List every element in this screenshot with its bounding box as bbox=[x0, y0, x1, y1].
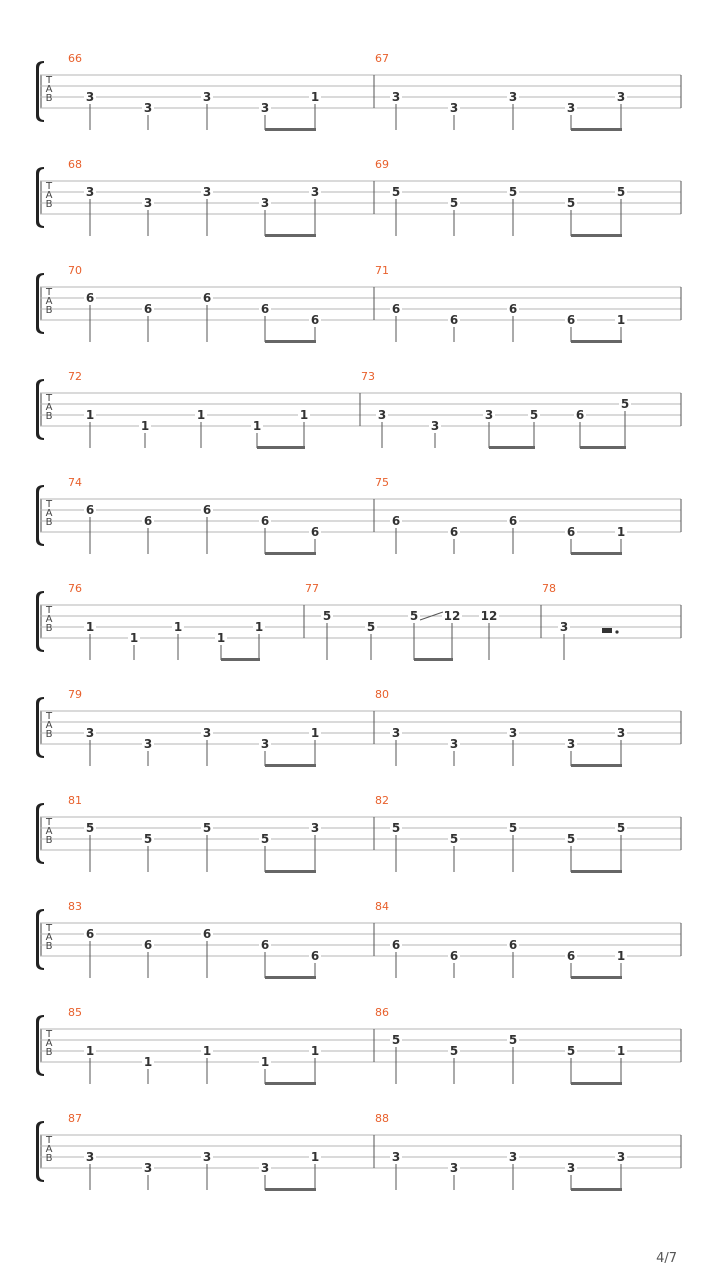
fret-number: 5 bbox=[391, 185, 401, 199]
system-bracket bbox=[36, 61, 44, 122]
fret-number: 6 bbox=[85, 291, 95, 305]
fret-number: 1 bbox=[85, 620, 95, 634]
fret-number: 6 bbox=[143, 514, 153, 528]
system-bracket bbox=[36, 803, 44, 864]
fret-number: 1 bbox=[310, 1044, 320, 1058]
tab-clef-letter: B bbox=[45, 305, 53, 316]
measure-number: 71 bbox=[375, 264, 389, 277]
system-bracket bbox=[36, 1121, 44, 1182]
fret-number: 6 bbox=[310, 525, 320, 539]
fret-number: 1 bbox=[140, 419, 150, 433]
fret-number: 6 bbox=[202, 291, 212, 305]
fret-number: 6 bbox=[202, 927, 212, 941]
fret-number: 3 bbox=[85, 726, 95, 740]
fret-number: 3 bbox=[616, 1150, 626, 1164]
tab-clef-letter: B bbox=[45, 199, 53, 210]
beam bbox=[265, 234, 316, 237]
fret-number: 5 bbox=[566, 832, 576, 846]
tab-clef-letter: B bbox=[45, 411, 53, 422]
tab-clef-letter: T bbox=[45, 287, 53, 298]
beam bbox=[265, 870, 316, 873]
tab-clef-letter: B bbox=[45, 93, 53, 104]
system-bracket bbox=[36, 485, 44, 546]
measure-number: 66 bbox=[68, 52, 82, 65]
tab-clef-letter: A bbox=[45, 614, 53, 625]
fret-number: 5 bbox=[616, 185, 626, 199]
fret-number: 1 bbox=[85, 1044, 95, 1058]
system-bracket bbox=[36, 909, 44, 970]
fret-number: 5 bbox=[322, 609, 332, 623]
beam bbox=[265, 764, 316, 767]
fret-number: 6 bbox=[143, 938, 153, 952]
beam bbox=[265, 1188, 316, 1191]
beam bbox=[265, 1082, 316, 1085]
fret-number: 1 bbox=[254, 620, 264, 634]
fret-number: 3 bbox=[508, 90, 518, 104]
fret-number: 3 bbox=[202, 185, 212, 199]
fret-number: 5 bbox=[391, 1033, 401, 1047]
beam bbox=[571, 976, 622, 979]
measure-number: 80 bbox=[375, 688, 389, 701]
fret-number: 3 bbox=[260, 101, 270, 115]
beam bbox=[571, 1082, 622, 1085]
fret-number: 1 bbox=[252, 419, 262, 433]
fret-number: 1 bbox=[260, 1055, 270, 1069]
fret-number: 1 bbox=[310, 726, 320, 740]
tab-clef-letter: B bbox=[45, 835, 53, 846]
measure-number: 84 bbox=[375, 900, 389, 913]
measure-number: 74 bbox=[68, 476, 82, 489]
fret-number: 5 bbox=[508, 821, 518, 835]
fret-number: 5 bbox=[85, 821, 95, 835]
beam bbox=[265, 552, 316, 555]
tab-clef-letter: A bbox=[45, 720, 53, 731]
fret-number: 3 bbox=[391, 90, 401, 104]
fret-number: 6 bbox=[566, 949, 576, 963]
tab-clef-letter: B bbox=[45, 941, 53, 952]
fret-number: 5 bbox=[143, 832, 153, 846]
tab-clef-letter: T bbox=[45, 923, 53, 934]
fret-number: 3 bbox=[202, 90, 212, 104]
beam bbox=[571, 870, 622, 873]
fret-number: 5 bbox=[449, 832, 459, 846]
fret-number: 3 bbox=[566, 737, 576, 751]
tab-clef-letter: B bbox=[45, 1153, 53, 1164]
beam bbox=[571, 1188, 622, 1191]
fret-number: 3 bbox=[260, 1161, 270, 1175]
measure-number: 78 bbox=[542, 582, 556, 595]
fret-number: 3 bbox=[85, 185, 95, 199]
beam bbox=[571, 234, 622, 237]
tab-clef-letter: B bbox=[45, 517, 53, 528]
measure-number: 82 bbox=[375, 794, 389, 807]
fret-number: 6 bbox=[260, 302, 270, 316]
fret-number: 3 bbox=[391, 1150, 401, 1164]
fret-number: 3 bbox=[484, 408, 494, 422]
fret-number: 1 bbox=[216, 631, 226, 645]
fret-number: 3 bbox=[616, 90, 626, 104]
fret-number: 3 bbox=[377, 408, 387, 422]
tab-clef-letter: A bbox=[45, 1144, 53, 1155]
fret-number: 3 bbox=[202, 1150, 212, 1164]
fret-number: 12 bbox=[443, 609, 461, 623]
fret-number: 3 bbox=[143, 737, 153, 751]
fret-number: 5 bbox=[616, 821, 626, 835]
measure-number: 79 bbox=[68, 688, 82, 701]
beam bbox=[489, 446, 535, 449]
tab-clef-letter: A bbox=[45, 508, 53, 519]
tab-clef-letter: A bbox=[45, 190, 53, 201]
tab-clef-letter: A bbox=[45, 296, 53, 307]
measure-number: 87 bbox=[68, 1112, 82, 1125]
tab-clef-letter: A bbox=[45, 826, 53, 837]
fret-number: 5 bbox=[366, 620, 376, 634]
rest-dot bbox=[615, 630, 618, 633]
tab-clef-letter: A bbox=[45, 1038, 53, 1049]
measure-number: 69 bbox=[375, 158, 389, 171]
fret-number: 5 bbox=[409, 609, 419, 623]
tab-clef-letter: T bbox=[45, 605, 53, 616]
system-bracket bbox=[36, 697, 44, 758]
fret-number: 6 bbox=[310, 313, 320, 327]
tab-clef-letter: A bbox=[45, 932, 53, 943]
tab-clef-letter: T bbox=[45, 817, 53, 828]
fret-number: 6 bbox=[391, 514, 401, 528]
measure-number: 67 bbox=[375, 52, 389, 65]
fret-number: 3 bbox=[202, 726, 212, 740]
fret-number: 6 bbox=[566, 525, 576, 539]
fret-number: 3 bbox=[143, 196, 153, 210]
beam bbox=[414, 658, 453, 661]
fret-number: 6 bbox=[449, 313, 459, 327]
fret-number: 6 bbox=[310, 949, 320, 963]
fret-number: 6 bbox=[85, 927, 95, 941]
measure-number: 77 bbox=[305, 582, 319, 595]
fret-number: 5 bbox=[449, 196, 459, 210]
fret-number: 3 bbox=[260, 737, 270, 751]
tab-clef-letter: B bbox=[45, 729, 53, 740]
fret-number: 6 bbox=[391, 938, 401, 952]
measure-number: 68 bbox=[68, 158, 82, 171]
fret-number: 3 bbox=[430, 419, 440, 433]
fret-number: 5 bbox=[566, 196, 576, 210]
beam bbox=[580, 446, 626, 449]
fret-number: 5 bbox=[529, 408, 539, 422]
measure-number: 70 bbox=[68, 264, 82, 277]
fret-number: 1 bbox=[616, 1044, 626, 1058]
tab-clef-letter: T bbox=[45, 711, 53, 722]
measure-number: 75 bbox=[375, 476, 389, 489]
fret-number: 3 bbox=[616, 726, 626, 740]
fret-number: 3 bbox=[310, 821, 320, 835]
fret-number: 6 bbox=[449, 525, 459, 539]
beam bbox=[257, 446, 305, 449]
fret-number: 1 bbox=[129, 631, 139, 645]
measure-number: 81 bbox=[68, 794, 82, 807]
fret-number: 1 bbox=[173, 620, 183, 634]
tab-clef-letter: T bbox=[45, 393, 53, 404]
fret-number: 5 bbox=[508, 185, 518, 199]
fret-number: 1 bbox=[85, 408, 95, 422]
fret-number: 6 bbox=[260, 514, 270, 528]
fret-number: 1 bbox=[616, 525, 626, 539]
beam bbox=[265, 340, 316, 343]
fret-number: 5 bbox=[449, 1044, 459, 1058]
fret-number: 3 bbox=[566, 1161, 576, 1175]
fret-number: 5 bbox=[508, 1033, 518, 1047]
fret-number: 3 bbox=[508, 1150, 518, 1164]
system-bracket bbox=[36, 273, 44, 334]
beam bbox=[571, 128, 622, 131]
fret-number: 3 bbox=[260, 196, 270, 210]
tab-clef-letter: A bbox=[45, 402, 53, 413]
beam bbox=[571, 340, 622, 343]
fret-number: 1 bbox=[143, 1055, 153, 1069]
beam bbox=[571, 764, 622, 767]
measure-number: 83 bbox=[68, 900, 82, 913]
system-bracket bbox=[36, 379, 44, 440]
tab-clef-letter: T bbox=[45, 1029, 53, 1040]
beam bbox=[571, 552, 622, 555]
fret-number: 1 bbox=[616, 313, 626, 327]
beam bbox=[265, 128, 316, 131]
page-number: 4/7 bbox=[656, 1251, 677, 1266]
tab-clef-letter: B bbox=[45, 1047, 53, 1058]
fret-number: 3 bbox=[508, 726, 518, 740]
fret-number: 6 bbox=[391, 302, 401, 316]
tab-clef-letter: A bbox=[45, 84, 53, 95]
fret-number: 6 bbox=[508, 302, 518, 316]
measure-number: 76 bbox=[68, 582, 82, 595]
fret-number: 3 bbox=[143, 1161, 153, 1175]
fret-number: 1 bbox=[202, 1044, 212, 1058]
fret-number: 1 bbox=[196, 408, 206, 422]
fret-number: 3 bbox=[85, 1150, 95, 1164]
fret-number: 6 bbox=[143, 302, 153, 316]
fret-number: 1 bbox=[310, 90, 320, 104]
fret-number: 5 bbox=[202, 821, 212, 835]
fret-number: 3 bbox=[143, 101, 153, 115]
measure-number: 88 bbox=[375, 1112, 389, 1125]
fret-number: 6 bbox=[260, 938, 270, 952]
fret-number: 3 bbox=[566, 101, 576, 115]
fret-number: 6 bbox=[449, 949, 459, 963]
fret-number: 1 bbox=[299, 408, 309, 422]
fret-number: 3 bbox=[449, 1161, 459, 1175]
tab-clef-letter: B bbox=[45, 623, 53, 634]
measure-number: 86 bbox=[375, 1006, 389, 1019]
measure-number: 85 bbox=[68, 1006, 82, 1019]
fret-number: 6 bbox=[85, 503, 95, 517]
system-bracket bbox=[36, 167, 44, 228]
fret-number: 6 bbox=[508, 514, 518, 528]
fret-number: 5 bbox=[260, 832, 270, 846]
system-bracket bbox=[36, 1015, 44, 1076]
measure-number: 72 bbox=[68, 370, 82, 383]
fret-number: 12 bbox=[480, 609, 498, 623]
fret-number: 3 bbox=[310, 185, 320, 199]
fret-number: 3 bbox=[559, 620, 569, 634]
fret-number: 3 bbox=[85, 90, 95, 104]
tab-clef-letter: T bbox=[45, 181, 53, 192]
tab-clef-letter: T bbox=[45, 1135, 53, 1146]
half-rest bbox=[602, 628, 612, 633]
fret-number: 1 bbox=[616, 949, 626, 963]
fret-number: 1 bbox=[310, 1150, 320, 1164]
fret-number: 6 bbox=[508, 938, 518, 952]
tab-clef-letter: T bbox=[45, 499, 53, 510]
fret-number: 5 bbox=[620, 397, 630, 411]
fret-number: 6 bbox=[575, 408, 585, 422]
fret-number: 3 bbox=[391, 726, 401, 740]
measure-number: 73 bbox=[361, 370, 375, 383]
beam bbox=[221, 658, 260, 661]
beam bbox=[265, 976, 316, 979]
fret-number: 3 bbox=[449, 737, 459, 751]
fret-number: 5 bbox=[566, 1044, 576, 1058]
fret-number: 6 bbox=[202, 503, 212, 517]
system-bracket bbox=[36, 591, 44, 652]
fret-number: 6 bbox=[566, 313, 576, 327]
fret-number: 3 bbox=[449, 101, 459, 115]
fret-number: 5 bbox=[391, 821, 401, 835]
tab-clef-letter: T bbox=[45, 75, 53, 86]
